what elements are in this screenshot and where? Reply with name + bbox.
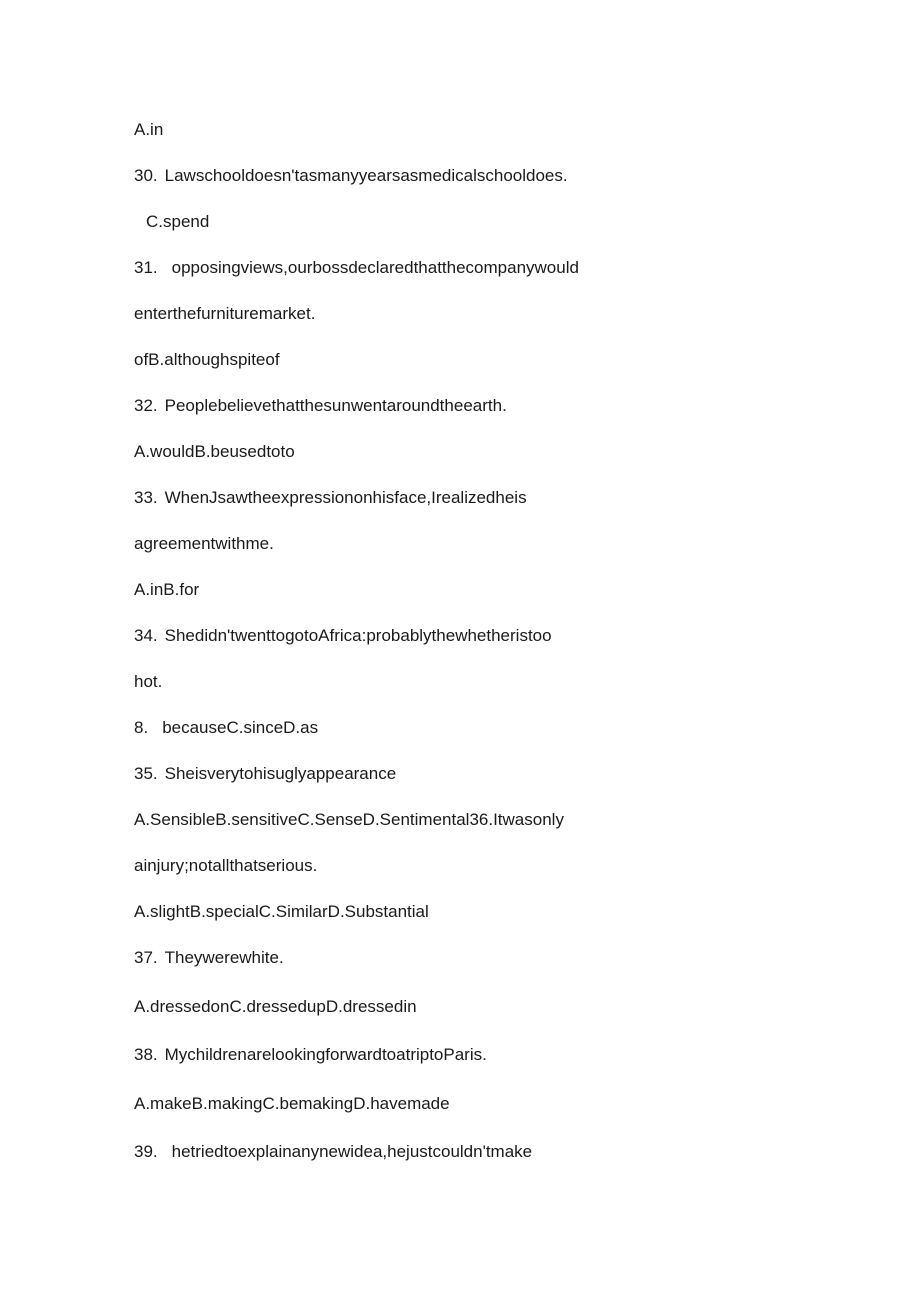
option-line	[134, 120, 163, 140]
line-text: A.dressedonC.dressedupD.dressedin	[134, 997, 417, 1016]
option-line	[134, 902, 429, 922]
question-35	[134, 764, 396, 784]
question-text: Peoplebelievethatthesunwentaroundtheearth.	[164, 396, 507, 415]
question-number: 32.	[134, 396, 158, 415]
question-number: 30.	[134, 166, 158, 185]
option-line	[146, 212, 209, 232]
question-38	[134, 1045, 487, 1065]
question-39	[134, 1142, 532, 1162]
line-text: enterthefurnituremarket.	[134, 304, 316, 323]
question-text: hetriedtoexplainanynewidea,hejustcouldn'tmake	[171, 1142, 533, 1161]
question-number: 31.	[134, 258, 158, 277]
option-line	[134, 1094, 450, 1114]
option-line	[134, 580, 199, 600]
line-text: ofB.althoughspiteof	[134, 350, 280, 369]
option-line	[134, 718, 318, 738]
question-text: opposingviews,ourbossdeclaredthatthecompanywould	[171, 258, 579, 277]
question-31	[134, 258, 579, 278]
option-line	[134, 442, 295, 462]
question-34	[134, 626, 552, 646]
continuation-line	[134, 534, 274, 554]
line-text: ainjury;notallthatserious.	[134, 856, 318, 875]
continuation-line	[134, 856, 317, 876]
question-32	[134, 396, 507, 416]
question-number: 8.	[134, 718, 149, 737]
continuation-line	[134, 304, 315, 324]
line-text: A.wouldB.beusedtoto	[134, 442, 295, 461]
question-37	[134, 948, 284, 968]
question-text: MychildrenarelookingforwardtoatriptoParis.	[164, 1045, 487, 1064]
question-number: 35.	[134, 764, 158, 783]
question-text: Sheisverytohisuglyappearance	[164, 764, 397, 783]
question-text: Lawschooldoesn'tasmanyyearsasmedicalschooldoes.	[164, 166, 568, 185]
question-number: 39.	[134, 1142, 158, 1161]
question-number: 37.	[134, 948, 158, 967]
question-number: 38.	[134, 1045, 158, 1064]
question-text: Shedidn'twenttogotoAfrica:probablythewhetheristoo	[164, 626, 552, 645]
question-number: 33.	[134, 488, 158, 507]
question-number: 34.	[134, 626, 158, 645]
line-text: A.SensibleB.sensitiveC.SenseD.Sentimental36.Itwasonly	[134, 810, 564, 829]
line-text: A.in	[134, 120, 164, 139]
question-30	[134, 166, 568, 186]
question-33	[134, 488, 527, 508]
line-text: A.makeB.makingC.bemakingD.havemade	[134, 1094, 450, 1113]
continuation-line	[134, 672, 162, 692]
question-text: Theywerewhite.	[164, 948, 284, 967]
line-text: A.inB.for	[134, 580, 200, 599]
line-text: becauseC.sinceD.as	[162, 718, 319, 737]
line-text: C.spend	[146, 212, 210, 231]
line-text: hot.	[134, 672, 163, 691]
option-line	[134, 350, 280, 370]
question-text: WhenJsawtheexpressiononhisface,Irealizedheis	[164, 488, 527, 507]
option-line	[134, 997, 417, 1017]
line-text: A.slightB.specialC.SimilarD.Substantial	[134, 902, 429, 921]
option-line	[134, 810, 564, 830]
line-text: agreementwithme.	[134, 534, 274, 553]
